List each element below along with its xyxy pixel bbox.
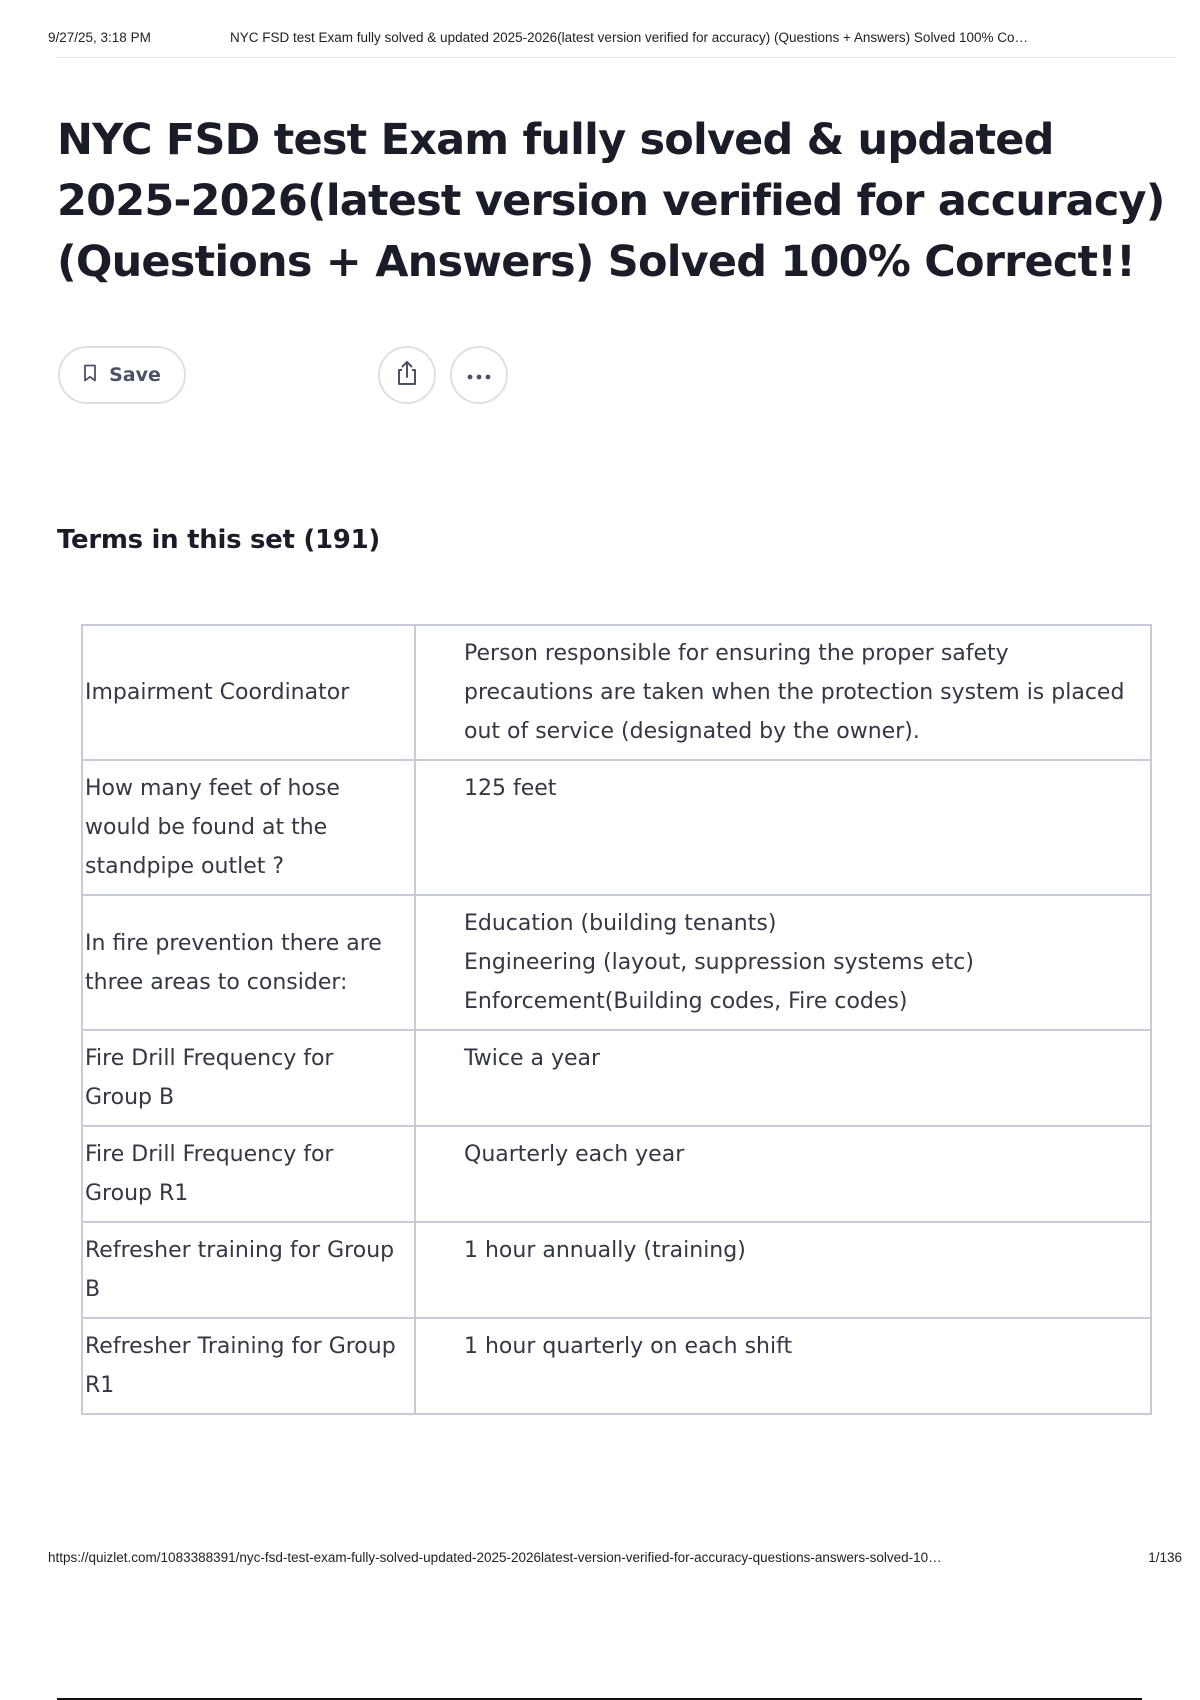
term-cell: Fire Drill Frequency for Group B [82, 1030, 415, 1126]
definition-cell [415, 625, 1151, 760]
terms-table [81, 624, 1152, 1415]
term-cell: In fire prevention there are three areas to consider: [82, 895, 415, 1030]
term-row [82, 1030, 1151, 1126]
term-row [82, 625, 1151, 760]
share-icon [394, 359, 420, 391]
save-button[interactable] [58, 346, 186, 404]
definition-line: 125 feet [464, 776, 557, 801]
terms-section-title: Terms in this set (191) [57, 525, 380, 555]
page-title: NYC FSD test Exam fully solved & updated 2025-2026(latest version verified for accuracy) (Questions + Answers) Solved 100% Correct!! [57, 115, 1165, 287]
term-row [82, 1318, 1151, 1414]
set-toolbar [58, 346, 528, 408]
save-label: Save [109, 364, 161, 386]
more-options-button[interactable] [450, 346, 508, 404]
definition-line: Person responsible for ensuring the proper safety precautions are taken when the protection system is placed out of service (designated by the owner). [464, 641, 1125, 744]
definition-cell [415, 1030, 1151, 1126]
header-divider [56, 57, 1176, 58]
print-doc-title: NYC FSD test Exam fully solved & updated 2025-2026(latest version verified for accuracy) (Questions + Answers) Solved 100% Co… [230, 30, 1028, 45]
bookmark-icon [83, 364, 97, 387]
print-footer [48, 1550, 1182, 1570]
term-row [82, 1126, 1151, 1222]
definition-line: 1 hour quarterly on each shift [464, 1334, 793, 1359]
print-date: 9/27/25, 3:18 PM [48, 30, 151, 45]
print-url: https://quizlet.com/1083388391/nyc-fsd-test-exam-fully-solved-updated-2025-2026latest-version-verified-for-accuracy-questions-answers-solved-10… [48, 1550, 942, 1565]
definition-line: Engineering (layout, suppression systems etc) [464, 950, 974, 975]
definition-line: Twice a year [464, 1046, 601, 1071]
term-row [82, 895, 1151, 1030]
more-horizontal-icon [465, 366, 493, 385]
term-cell: Impairment Coordinator [82, 625, 415, 760]
term-cell: Fire Drill Frequency for Group R1 [82, 1126, 415, 1222]
definition-line: Quarterly each year [464, 1142, 685, 1167]
term-row [82, 1222, 1151, 1318]
definition-line: Enforcement(Building codes, Fire codes) [464, 989, 908, 1014]
term-cell: How many feet of hose would be found at the standpipe outlet ? [82, 760, 415, 895]
definition-cell [415, 1318, 1151, 1414]
term-cell: Refresher Training for Group R1 [82, 1318, 415, 1414]
definition-line: 1 hour annually (training) [464, 1238, 746, 1263]
term-row [82, 760, 1151, 895]
share-button[interactable] [378, 346, 436, 404]
term-cell: Refresher training for Group B [82, 1222, 415, 1318]
definition-line: Education (building tenants) [464, 911, 777, 936]
definition-cell [415, 895, 1151, 1030]
page-number: 1/136 [1148, 1550, 1182, 1565]
definition-cell [415, 760, 1151, 895]
definition-cell [415, 1126, 1151, 1222]
definition-cell [415, 1222, 1151, 1318]
print-header [48, 30, 1182, 50]
